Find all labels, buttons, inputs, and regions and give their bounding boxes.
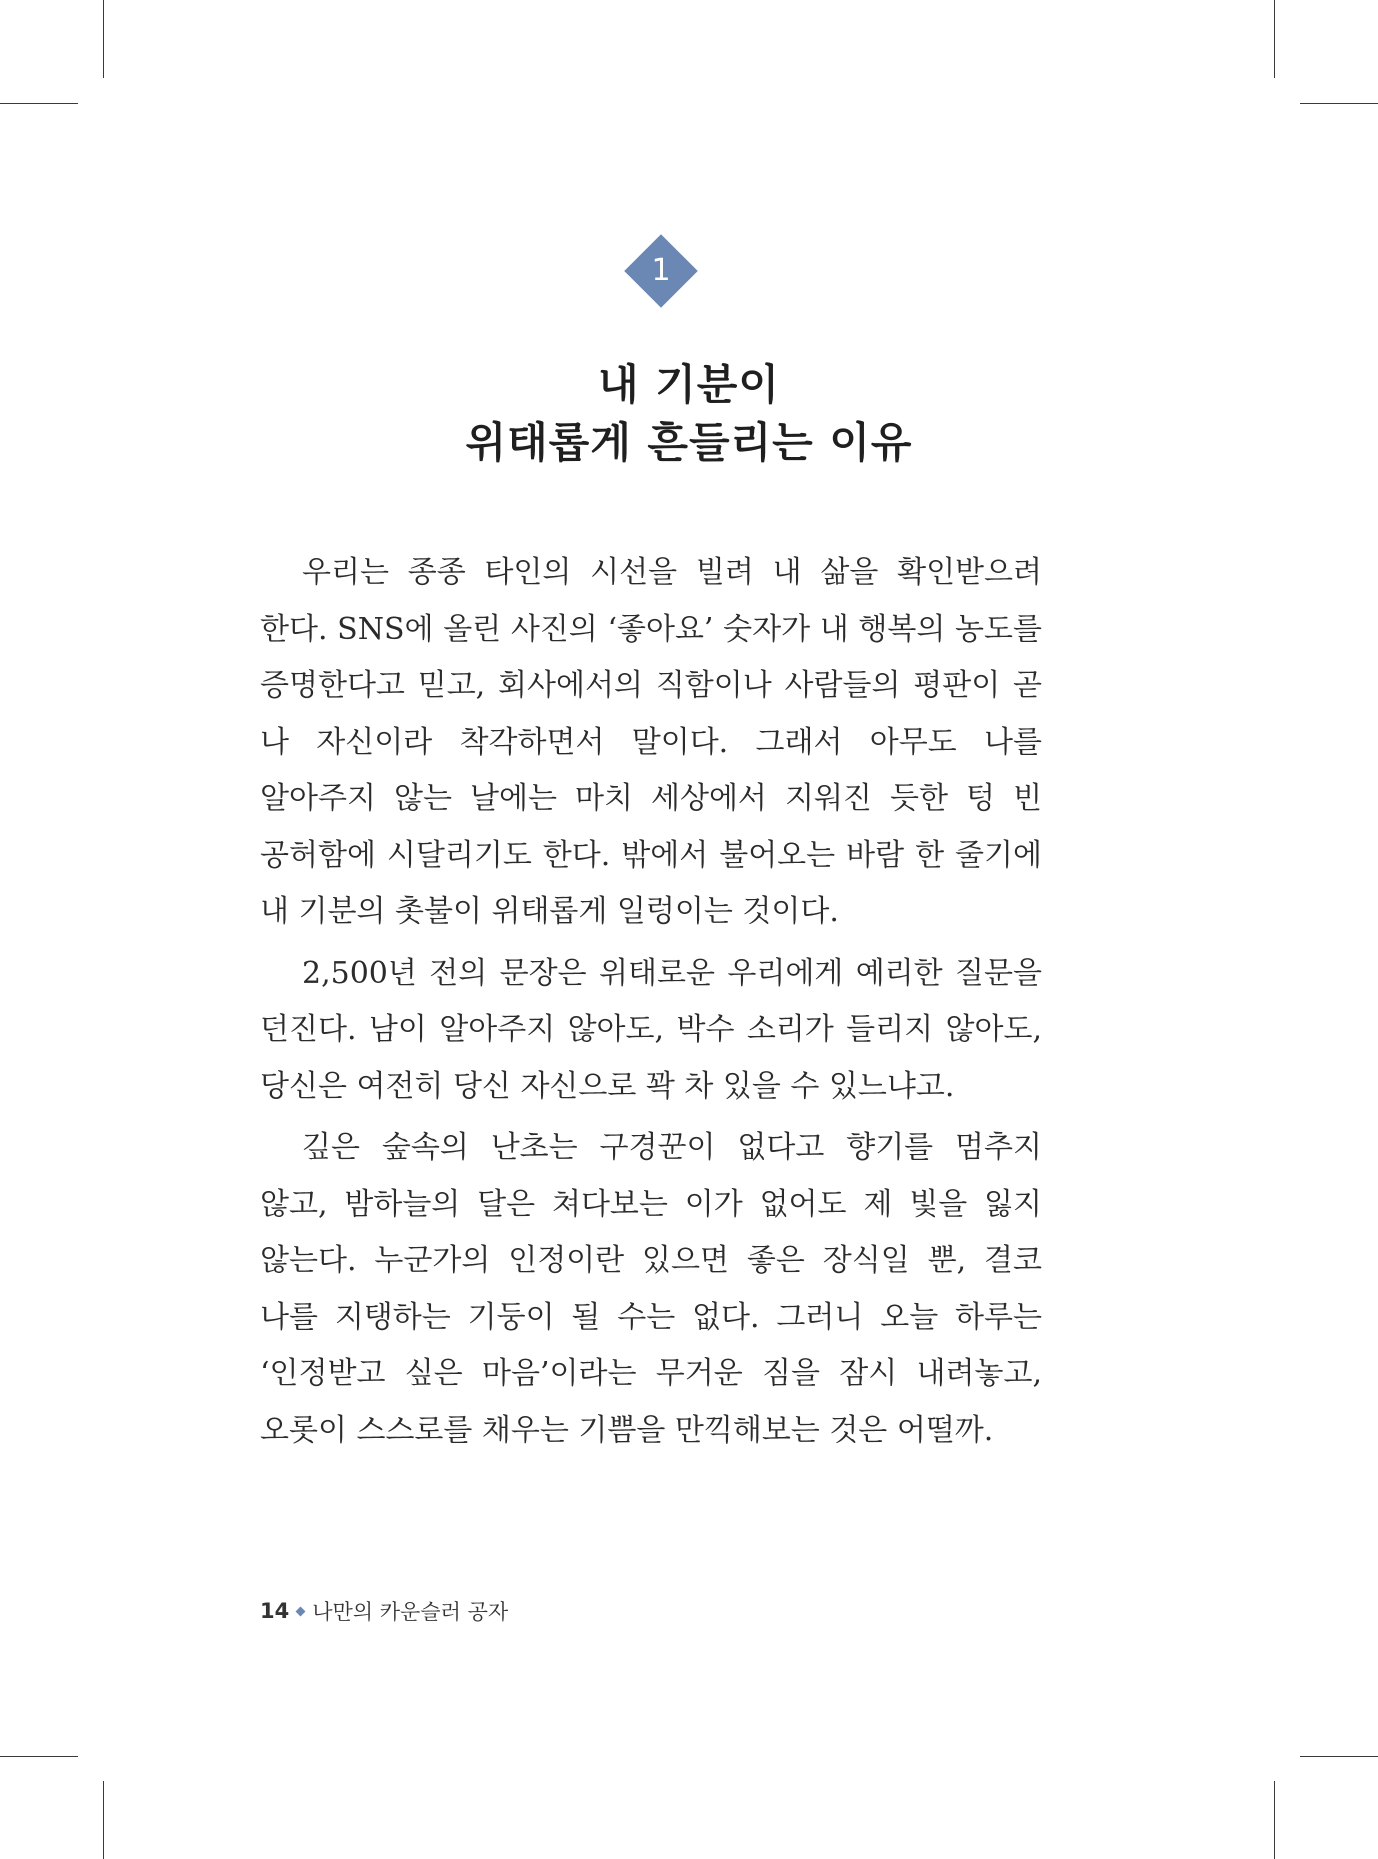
paragraph: 우리는 종종 타인의 시선을 빌려 내 삶을 확인받으려 한다. SNS에 올린 사진의 ‘좋아요’ 숫자가 내 행복의 농도를 증명한다고 믿고, 회사에서의 직함이나 사람들의 평판이 곧 나 자신이라 착각하면서 말이다. 그래서 아무도 나를 알아주지 않는 날에는 마치 세상에서 지워진 듯한 텅 빈 공허함에 시달리기도 한다. 밖에서 불어오는 바람 한 줄기에 내 기분의 촛불이 위태롭게 일렁이는 것이다. [260,555,1042,929]
crop-mark-top-right-horizontal [1300,103,1378,104]
diamond-bullet-icon [296,1606,306,1616]
page-footer [260,1596,508,1626]
book-title: 나만의 카운슬러 공자 [312,1600,509,1624]
crop-mark-top-right-vertical [1274,0,1275,78]
body-text [260,545,1042,1464]
page-number: 14 [260,1599,290,1623]
chapter-title-line-2: 위태롭게 흔들리는 이유 [465,418,913,467]
crop-mark-bottom-right-vertical [1274,1781,1275,1859]
crop-mark-bottom-left-vertical [103,1781,104,1859]
chapter-number: 1 [651,253,671,288]
crop-mark-top-left-vertical [103,0,104,78]
paragraph: 깊은 숲속의 난초는 구경꾼이 없다고 향기를 멈추지 않고, 밤하늘의 달은 쳐다보는 이가 없어도 제 빛을 잃지 않는다. 누군가의 인정이란 있으면 좋은 장식일 뿐, 결코 나를 지탱하는 기둥이 될 수는 없다. 그러니 오늘 하루는 ‘인정받고 싶은 마음’이라는 무거운 짐을 잠시 내려놓고, 오롯이 스스로를 채우는 기쁨을 만끽해보는 것은 어떨까. [260,1130,1042,1448]
crop-mark-top-left-horizontal [0,103,78,104]
chapter-title-line-1: 내 기분이 [598,360,780,409]
crop-mark-bottom-right-horizontal [1300,1756,1378,1757]
paragraph: 2,500년 전의 문장은 위태로운 우리에게 예리한 질문을 던진다. 남이 알아주지 않아도, 박수 소리가 들리지 않아도, 당신은 여전히 당신 자신으로 꽉 차 있을 수 있느냐고. [260,955,1042,1104]
crop-mark-bottom-left-horizontal [0,1756,78,1757]
